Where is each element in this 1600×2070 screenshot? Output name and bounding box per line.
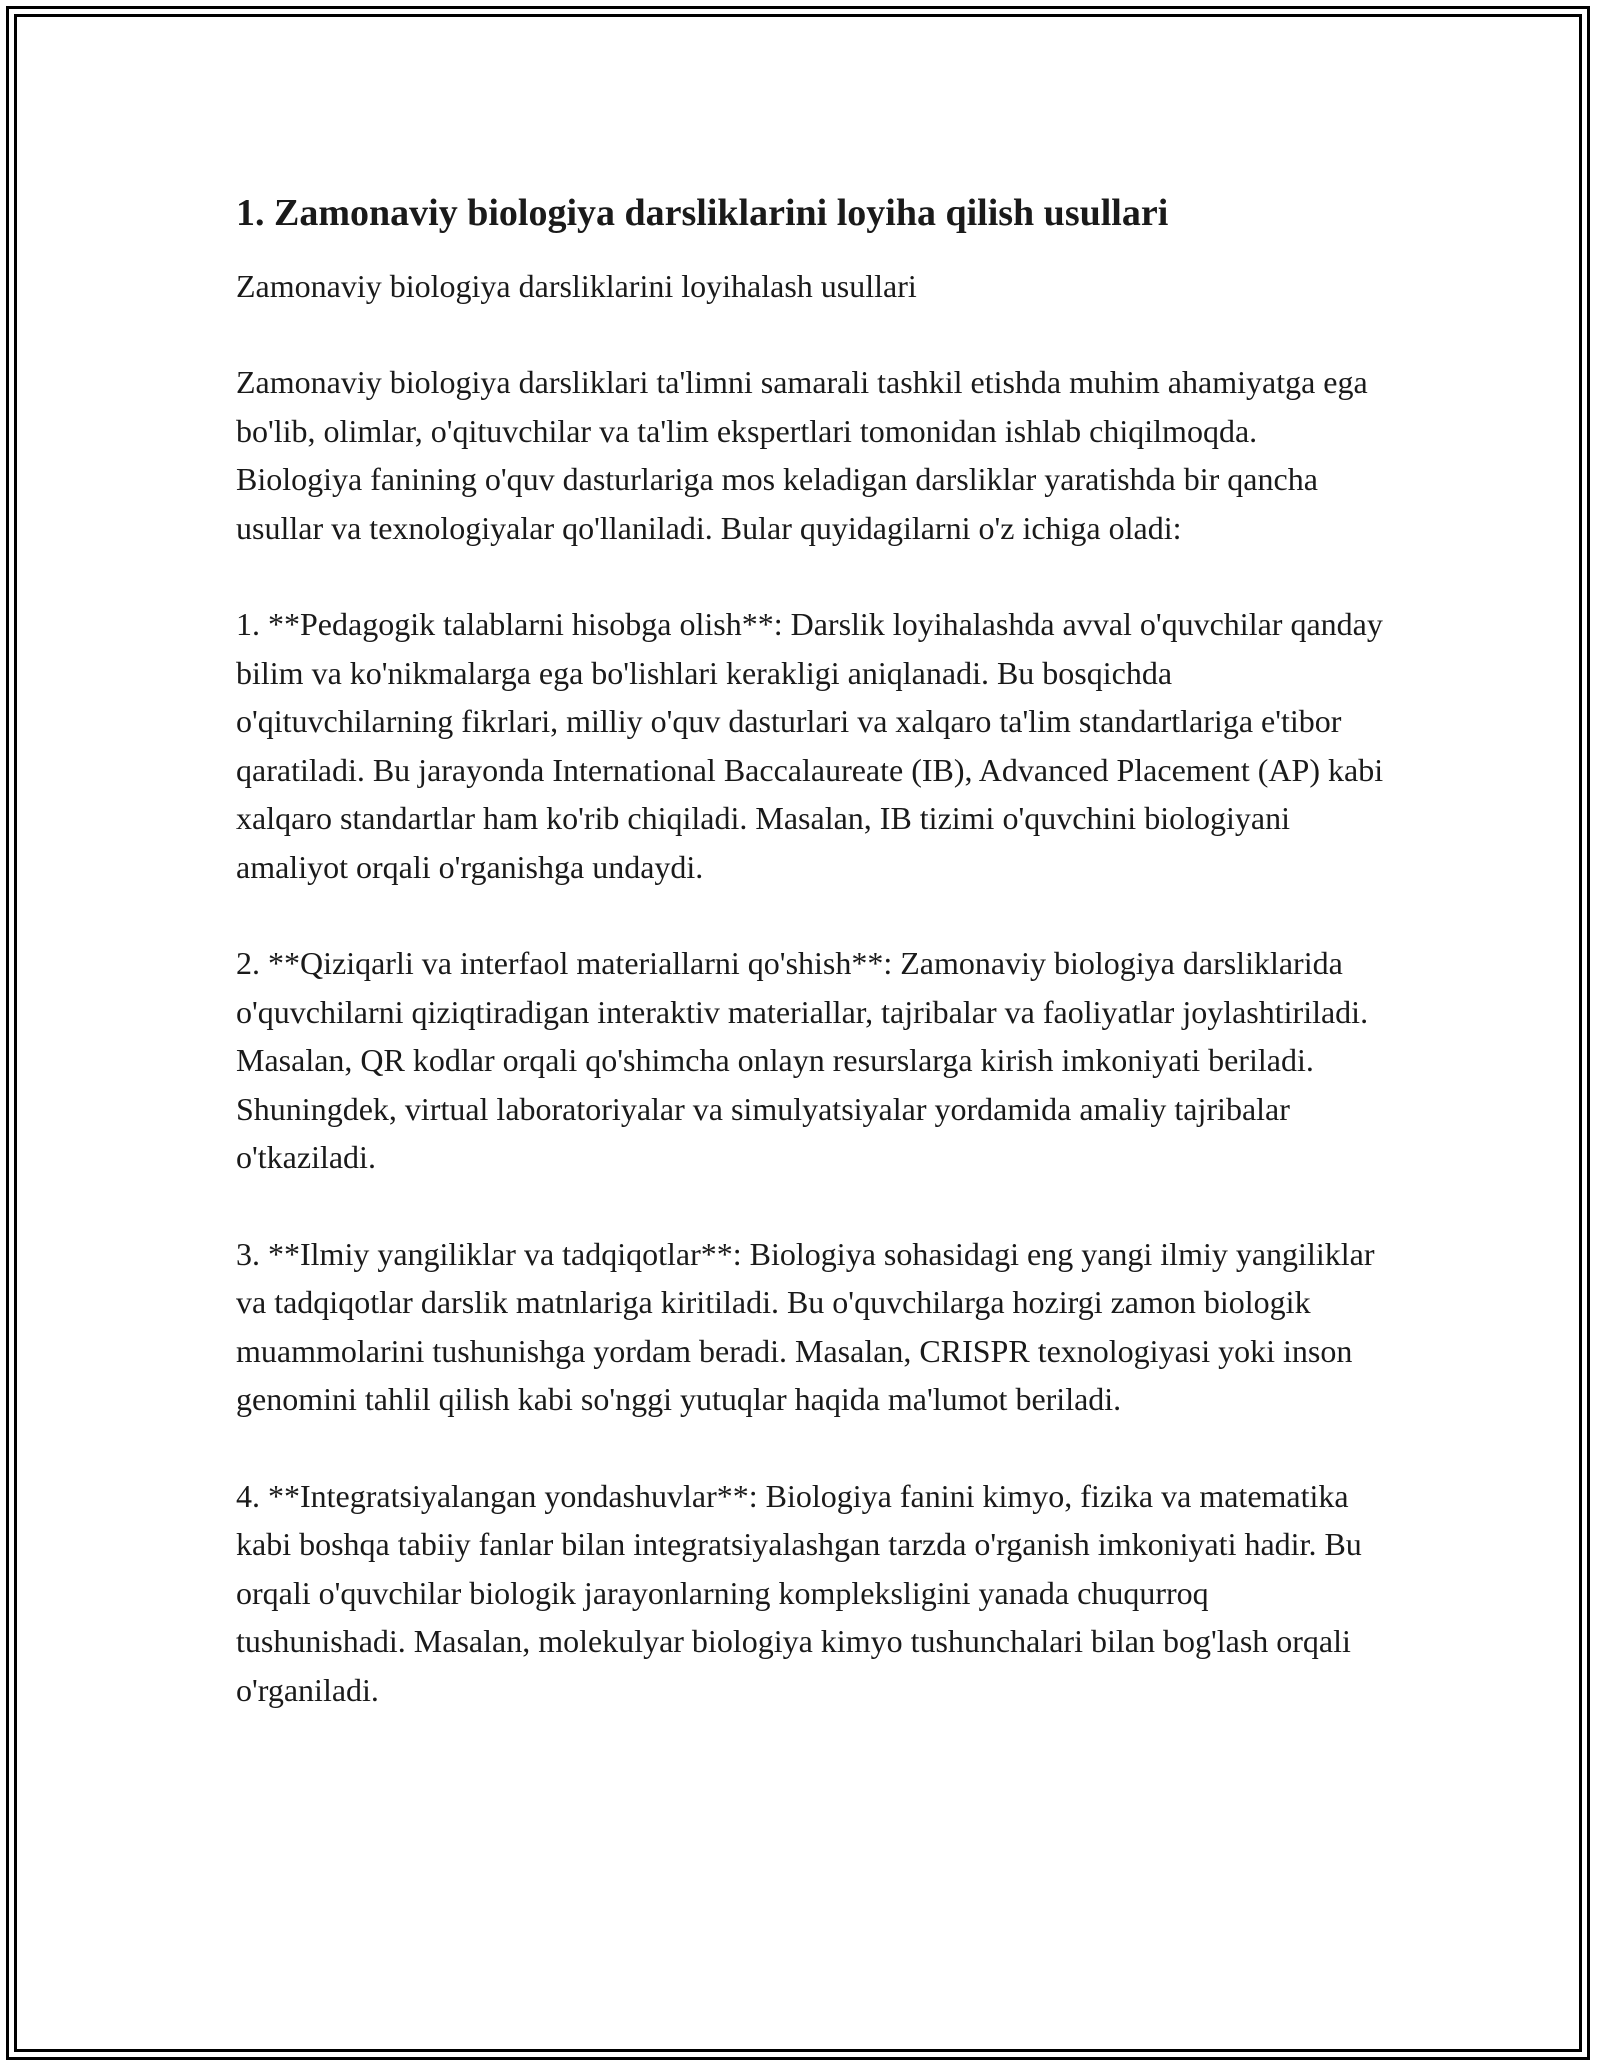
list-item-integrated-approaches: 4. **Integratsiyalangan yondashuvlar**: Biologiya fanini kimyo, fizika va matematika kabi boshqa tabiiy fanlar bilan integratsiyalashgan tarzda o'rganish imkoniyati hadir. Bu orqali o'quvchilar biologik jarayonlarning kompleksligini yanada chuqurroq tushunishadi. Masalan, molekulyar biologiya kimyo tushunchalari bilan bog'lash orqali o'rganiladi. [236,1477,1362,1708]
intro-paragraph: Zamonaviy biologiya darsliklari ta'limni samarali tashkil etishda muhim ahamiyatga ega bo'lib, olimlar, o'qituvchilar va ta'lim ekspertlari tomonidan ishlab chiqilmoqda. Biologiya fanining o'quv dasturlariga mos keladigan darsliklar yaratishda bir qancha usullar va texnologiyalar qo'llaniladi. Bular quyidagilarni o'z ichiga oladi: [236,364,1368,546]
list-item-pedagogical-requirements: 1. **Pedagogik talablarni hisobga olish**: Darslik loyihalashda avval o'quvchilar qanday bilim va ko'nikmalarga ega bo'lishlari kerakligi aniqlanadi. Bu bosqichda o'qituvchilarning fikrlari, milliy o'quv dasturlari va xalqaro ta'lim standartlariga e'tibor qaratiladi. Bu jarayonda International Baccalaureate (IB), Advanced Placement (AP) kabi xalqaro standartlar ham ko'rib chiqiladi. Masalan, IB tizimi o'quvchini biologiyani amaliyot orqali o'rganishga undaydi. [236,606,1384,885]
list-item-interactive-materials: 2. **Qiziqarli va interfaol materiallarni qo'shish**: Zamonaviy biologiya darsliklarida o'quvchilarni qiziqtiradigan interaktiv materiallar, tajribalar va faoliyatlar joylashtiriladi. Masalan, QR kodlar orqali qo'shimcha onlayn resurslarga kirish imkoniyati beriladi. Shuningdek, virtual laboratoriyalar va simulyatsiyalar yordamida amaliy tajribalar o'tkaziladi. [236,945,1369,1175]
list-item-scientific-news: 3. **Ilmiy yangiliklar va tadqiqotlar**: Biologiya sohasidagi eng yangi ilmiy yangiliklar va tadqiqotlar darslik matnlariga kiritiladi. Bu o'quvchilarga hozirgi zamon biologik muammolarini tushunishga yordam beradi. Masalan, CRISPR texnologiyasi yoki inson genomini tahlil qilish kabi so'nggi yutuqlar haqida ma'lumot beriladi. [236,1235,1375,1417]
section-subtitle: Zamonaviy biologiya darsliklarini loyihalash usullari [236,268,917,304]
document-body [236,188,1386,1714]
section-heading: 1. Zamonaviy biologiya darsliklarini loyiha qilish usullari [236,192,1169,234]
